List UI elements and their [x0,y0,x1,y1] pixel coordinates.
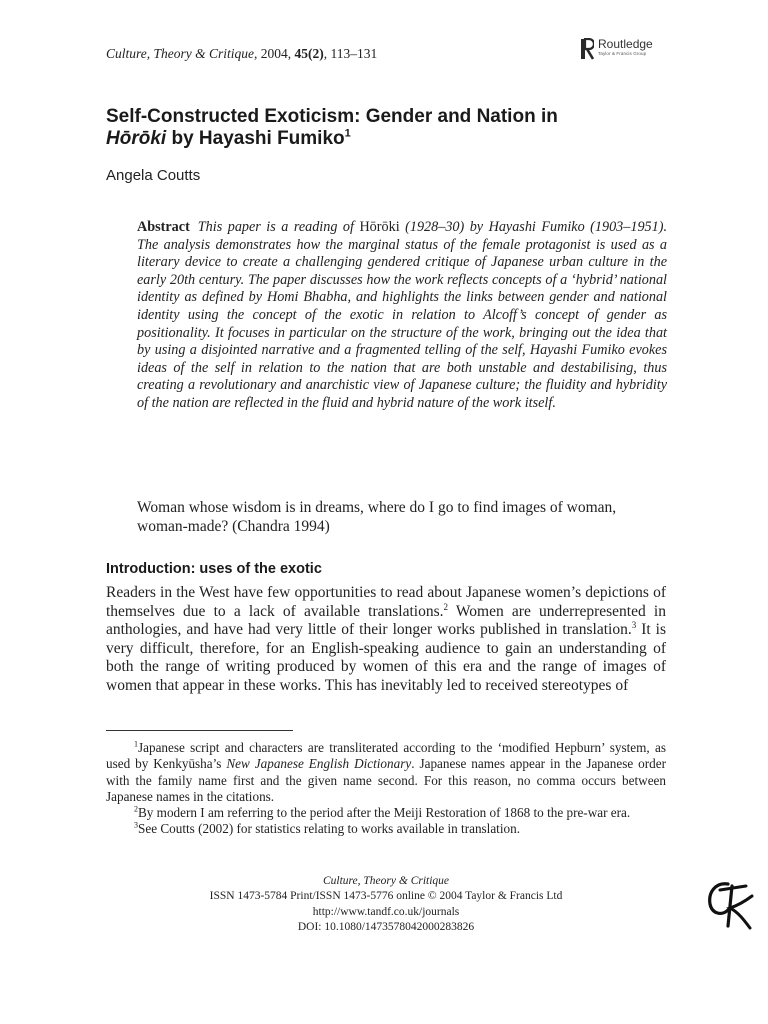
epigraph: Woman whose wisdom is in dreams, where do I go to find images of woman, woman-made? (Chandra 1994) [137,499,617,535]
title-work: Hōrōki [106,128,167,149]
body-paragraph [106,584,666,696]
footnote-ref-2[interactable]: 2 [443,601,448,612]
author-name: Angela Coutts [106,167,201,184]
imprint-url[interactable]: http://www.tandf.co.uk/journals [312,905,460,918]
abstract [137,219,667,413]
abstract-text: (1928–30) by Hayashi Fumiko (1903–1951). The analysis demonstrates how the marginal status of the female protagonist is used as a literary device to create a challenging gendered critique of Japanese urban culture in the early 20th century. The paper discusses how the work reflects concepts of a ‘hybrid’ national identity as defined by Homi Bhabha, and highlights the links between gender and national identity using the concept of the exotic in relation to Alcoff’s concept of gender as positionality. It focuses in particular on the structure of the work, bringing out the idea that by using a disjointed narrative and a fragmented telling of the self, Hayashi Fumiko evokes ideas of the self in relation to the nation that are both unstable and destabilising, thus creating a revolutionary and anarchistic view of Japanese culture; the fluidity and hybridity of the nation are reflected in the fluid and hybrid nature of the work itself. [137,219,668,411]
article-title [106,106,666,150]
journal-logo-icon [706,876,758,932]
footnote-2 [106,805,666,821]
body-text-3: It is very difficult, therefore, for an English-speaking audience to gain an understanding of both the range of writing produced by women of this era and the range of images of women that appear in these works. This has inevitably led to received stereotypes of [106,621,667,694]
footnote-3 [106,821,666,837]
journal-volume: 45(2) [294,46,324,61]
journal-name: Culture, Theory & Critique [106,46,254,61]
title-footnote-marker[interactable]: 1 [344,127,351,140]
footnote-number: 2 [134,804,138,814]
publisher-group: Taylor & Francis Group [598,51,647,56]
footnote-text-cont: . Japanese names appear in the Japanese order with the family name first and the given name second. For this reason, no comma occurs between Japanese names in the citations. [106,756,666,804]
imprint-doi[interactable]: DOI: 10.1080/1473578042000283826 [297,921,475,934]
journal-pages: , 113–131 [323,46,378,61]
footnote-number: 3 [134,821,138,831]
journal-year: , 2004, [254,46,295,61]
abstract-lead: This paper is a reading of [197,219,360,235]
imprint [106,874,666,936]
footnote-text: Japanese script and characters are transliterated according to the ‘modified Hepburn’ system, as used by Kenkyūsha’s [106,740,666,772]
publisher-name: Routledge [598,37,653,51]
footnote-ref-3[interactable]: 3 [631,620,637,631]
abstract-label: Abstract [137,219,190,235]
footnote-text: See Coutts (2002) for statistics relating to works available in translation. [138,821,520,837]
section-heading: Introduction: uses of the exotic [106,561,322,577]
title-line-1: Self-Constructed Exoticism: Gender and Nation in [106,106,558,127]
footnote-divider [106,730,293,731]
footnote-italic: New Japanese English Dictionary [226,756,412,772]
body-text-2: Women are underrepresented in anthologies, and have had very little of their longer works published in translation. [106,602,666,639]
body-text-1: Readers in the West have few opportunities to read about Japanese women’s depictions of themselves due to a lack of available translations. [106,584,666,620]
routledge-logo [580,38,653,60]
footnote-text: By modern I am referring to the period after the Meiji Restoration of 1868 to the pre-war era. [138,805,631,821]
footnote-number: 1 [134,739,138,749]
footnotes [106,740,666,838]
footnote-1 [106,740,666,805]
abstract-work-title: Hōrōki [359,219,400,235]
routledge-mark-icon [580,38,594,60]
imprint-issn: ISSN 1473-5784 Print/ISSN 1473-5776 online © 2004 Taylor & Francis Ltd [209,890,563,903]
running-head [106,46,377,62]
title-line-2: by Hayashi Fumiko [166,128,345,149]
imprint-journal: Culture, Theory & Critique [322,875,450,887]
